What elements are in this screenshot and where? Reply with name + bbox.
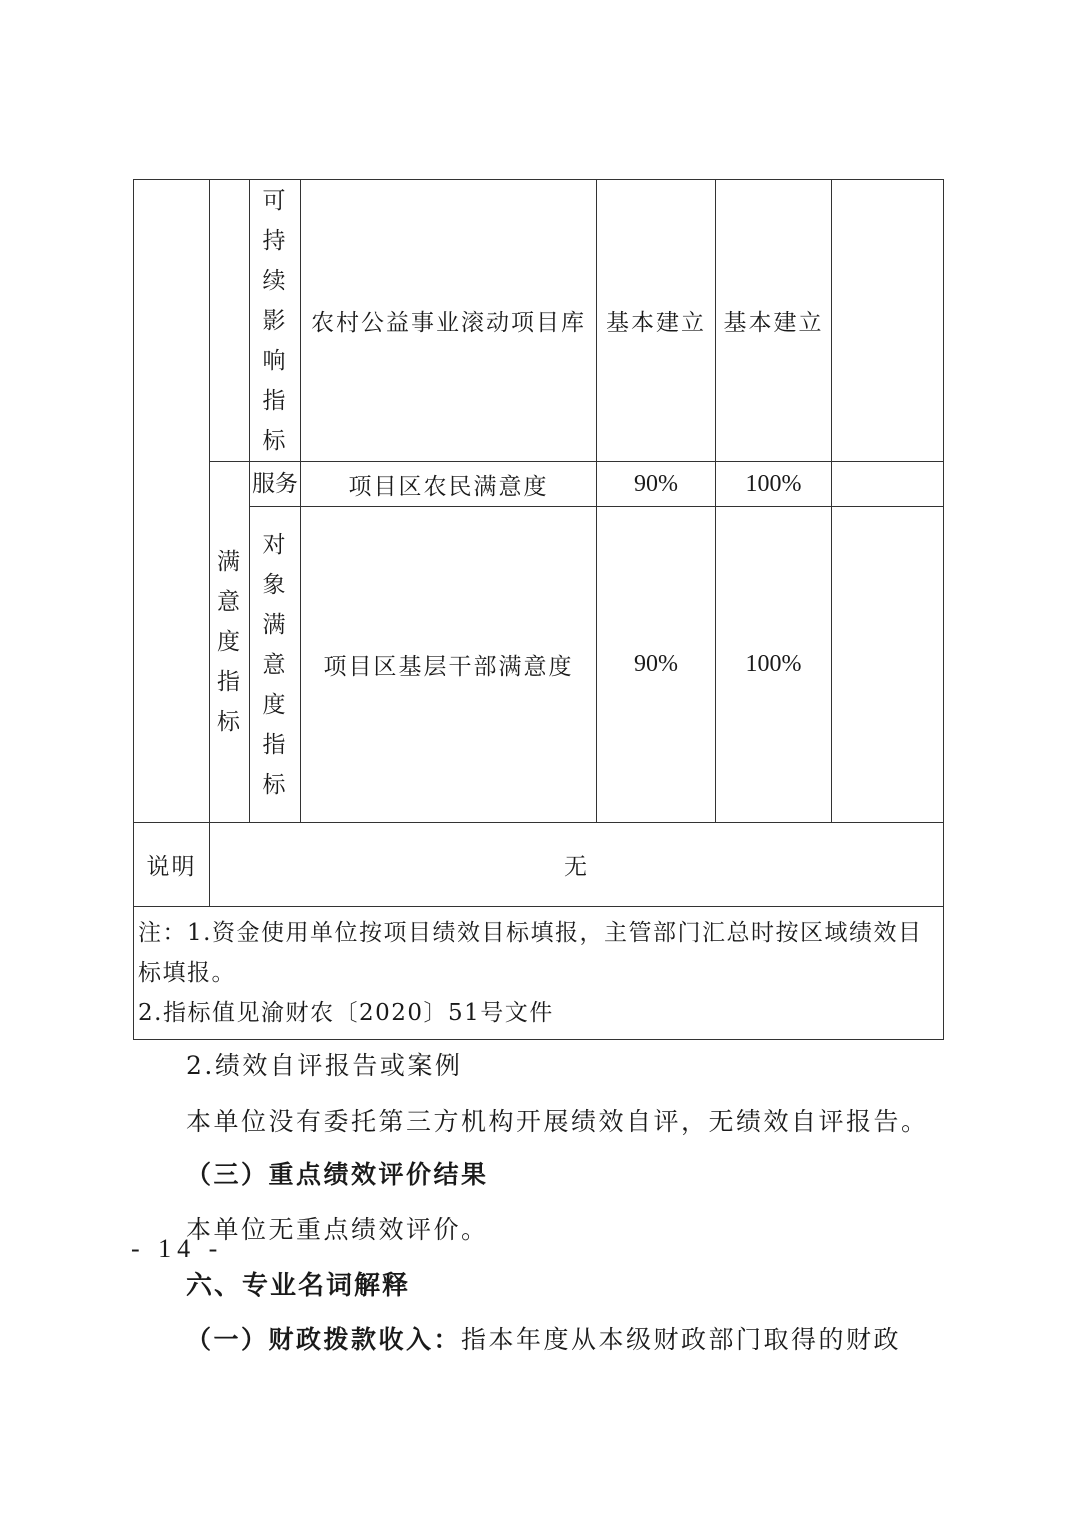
subheading-key-evaluation: （三）重点绩效评价结果 [186, 1160, 489, 1189]
explanation-label: 说明 [134, 823, 210, 907]
table-row-sustainability [134, 180, 944, 462]
actual-value-cell: 基本建立 [716, 180, 832, 462]
paragraph-fiscal-appropriation [186, 1320, 901, 1356]
indicator-cell: 农村公益事业滚动项目库 [301, 180, 597, 462]
vertical-char: 满 [217, 549, 242, 575]
paragraph-self-eval-body: 本单位没有委托第三方机构开展绩效自评，无绩效自评报告。 [186, 1107, 929, 1136]
note-line-3: 2.指标值见渝财农〔2020〕51号文件 [138, 1000, 554, 1026]
vertical-char: 影 [262, 307, 288, 334]
explanation-value: 无 [210, 823, 944, 907]
level3-cell-bottom [250, 507, 301, 823]
target-value-cell: 90% [597, 507, 716, 823]
actual-value-cell: 100% [716, 462, 832, 507]
sustainability-category-label [250, 181, 300, 461]
vertical-char: 标 [217, 709, 242, 735]
table-row-cadre-satisfaction [134, 507, 944, 823]
vertical-char: 度 [262, 691, 288, 718]
vertical-char: 标 [262, 771, 288, 798]
remark-cell [832, 507, 944, 823]
level2-cell-empty [210, 180, 250, 462]
vertical-char: 满 [262, 611, 288, 638]
vertical-char: 意 [217, 589, 242, 615]
paragraph-self-eval-title: 2.绩效自评报告或案例 [186, 1051, 463, 1080]
satisfaction-level2-label [210, 542, 249, 742]
indicator-cell: 项目区农民满意度 [301, 462, 597, 507]
level1-cell [134, 180, 210, 823]
note-line-2: 标填报。 [138, 960, 236, 986]
target-value-cell: 90% [597, 462, 716, 507]
level3-cell-sustainability [250, 180, 301, 462]
page-number: - 14 - [131, 1234, 224, 1263]
vertical-char: 可 [262, 187, 288, 214]
table-row-farmer-satisfaction [134, 462, 944, 507]
vertical-char: 续 [262, 267, 288, 294]
paragraph-key-evaluation-body: 本单位无重点绩效评价。 [186, 1215, 489, 1244]
section-heading-glossary: 六、专业名词解释 [186, 1271, 411, 1301]
remark-cell [832, 180, 944, 462]
table-row-explanation [134, 823, 944, 907]
actual-value-cell: 100% [716, 507, 832, 823]
vertical-char: 标 [262, 427, 288, 454]
table-row-notes [134, 907, 944, 1040]
vertical-char: 指 [217, 669, 242, 695]
vertical-char: 指 [262, 387, 288, 414]
vertical-char: 度 [217, 629, 242, 655]
vertical-char: 持 [262, 227, 288, 254]
vertical-char: 响 [262, 347, 288, 374]
term-definition: 指本年度从本级财政部门取得的财政 [461, 1325, 902, 1354]
note-line-1: 注：1.资金使用单位按项目绩效目标填报，主管部门汇总时按区域绩效目 [138, 920, 923, 946]
remark-cell [832, 462, 944, 507]
notes-cell [134, 907, 944, 1040]
vertical-char: 意 [262, 651, 288, 678]
vertical-char: 指 [262, 731, 288, 758]
level2-cell-satisfaction [210, 462, 250, 823]
vertical-char: 对 [262, 531, 288, 558]
performance-table [133, 179, 944, 1040]
level3-cell-top: 服务 [250, 462, 301, 507]
target-value-cell: 基本建立 [597, 180, 716, 462]
vertical-char: 象 [262, 571, 288, 598]
indicator-cell: 项目区基层干部满意度 [301, 507, 597, 823]
term-fiscal-appropriation: （一）财政拨款收入： [186, 1325, 462, 1354]
satisfaction-level3-label [250, 525, 300, 805]
